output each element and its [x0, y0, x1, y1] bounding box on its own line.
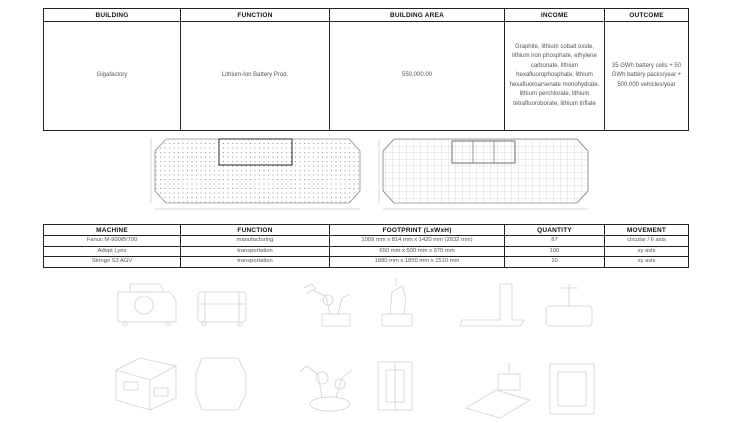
machine-cell: Adept Lynx: [44, 246, 181, 257]
income-line: hexafluoroarsenate monohydrate,: [509, 81, 600, 88]
col-header-function: FUNCTION: [181, 225, 330, 236]
col-header-income: INCOME: [505, 9, 605, 22]
col-header-building: BUILDING: [44, 9, 181, 22]
footprint-cell: 1880 mm x 1850 mm x 1510 mm: [330, 257, 505, 268]
col-header-quantity: QUANTITY: [505, 225, 605, 236]
machine-table-header: [44, 225, 689, 236]
quantity-cell: 87: [505, 236, 605, 247]
footprint-cell: 650 mm x 500 mm x 370 mm: [330, 246, 505, 257]
floor-plan-dotted: [150, 133, 365, 213]
stringo-agv-side-drawing: [460, 284, 524, 326]
outcome-line: 35 GWh battery cells + 50: [611, 62, 682, 69]
income-line: lithium iron phosphate, ethylene: [512, 53, 597, 60]
income-line: Graphite, lithium cobalt oxide,: [514, 43, 595, 50]
income-line: hexafluorophosphate, lithium: [516, 72, 593, 79]
building-table: [43, 8, 689, 131]
fanuc-robot-front-drawing: [382, 278, 412, 326]
outcome-cell: [605, 22, 689, 131]
stringo-agv-front-drawing: [546, 284, 592, 326]
table-row: [44, 236, 689, 247]
col-header-outcome: OUTCOME: [605, 9, 689, 22]
stringo-agv-perspective-drawing: [466, 362, 530, 418]
machine-cell: Fanuc M-900iB/700: [44, 236, 181, 247]
table-row: [44, 246, 689, 257]
col-header-movement: MOVEMENT: [605, 225, 689, 236]
col-header-footprint: FOOTPRINT (LxWxH): [330, 225, 505, 236]
fanuc-robot-side-drawing: [304, 284, 350, 326]
fanuc-robot-top-drawing: [378, 362, 412, 410]
area-cell: 550,000.00: [330, 22, 505, 131]
floor-plan-grid: [378, 133, 593, 213]
quantity-cell: 10: [505, 257, 605, 268]
adept-lynx-side-drawing: [118, 284, 176, 326]
table-row: [44, 22, 689, 131]
income-line: tetrafluoroborate, lithium triflate: [513, 100, 596, 107]
adept-lynx-top-drawing: [196, 358, 246, 410]
col-header-building-area: BUILDING AREA: [330, 9, 505, 22]
movement-cell: xy axis: [605, 246, 689, 257]
function-cell: manufacturing: [181, 236, 330, 247]
machine-cell: Stringo S3 AGV: [44, 257, 181, 268]
income-cell: [505, 22, 605, 131]
machine-drawings: [0, 278, 730, 423]
stringo-agv-top-drawing: [550, 364, 594, 414]
function-cell: transportation: [181, 246, 330, 257]
movement-cell: circular / 6 axis: [605, 236, 689, 247]
col-header-machine: MACHINE: [44, 225, 181, 236]
table-row: [44, 257, 689, 268]
col-header-function: FUNCTION: [181, 9, 330, 22]
building-table-header: [44, 9, 689, 22]
adept-lynx-front-drawing: [198, 292, 246, 326]
function-cell: Lithium-Ion Battery Prod.: [181, 22, 330, 131]
building-cell: Gigafactory: [44, 22, 181, 131]
outcome-line: GWh battery packs/year +: [611, 72, 682, 79]
outcome-line: 500,000 vehicles/year: [617, 81, 676, 88]
machine-table: [43, 224, 689, 268]
income-line: carbonate, lithium: [530, 62, 579, 69]
quantity-cell: 100: [505, 246, 605, 257]
function-cell: transportation: [181, 257, 330, 268]
footprint-cell: 1009 mm x 814 mm x 1420 mm (2832 mm): [330, 236, 505, 247]
fanuc-robot-perspective-drawing: [300, 366, 352, 411]
movement-cell: xy axis: [605, 257, 689, 268]
adept-lynx-perspective-drawing: [116, 358, 176, 410]
income-line: lithium perchlorate, lithium: [519, 91, 590, 98]
